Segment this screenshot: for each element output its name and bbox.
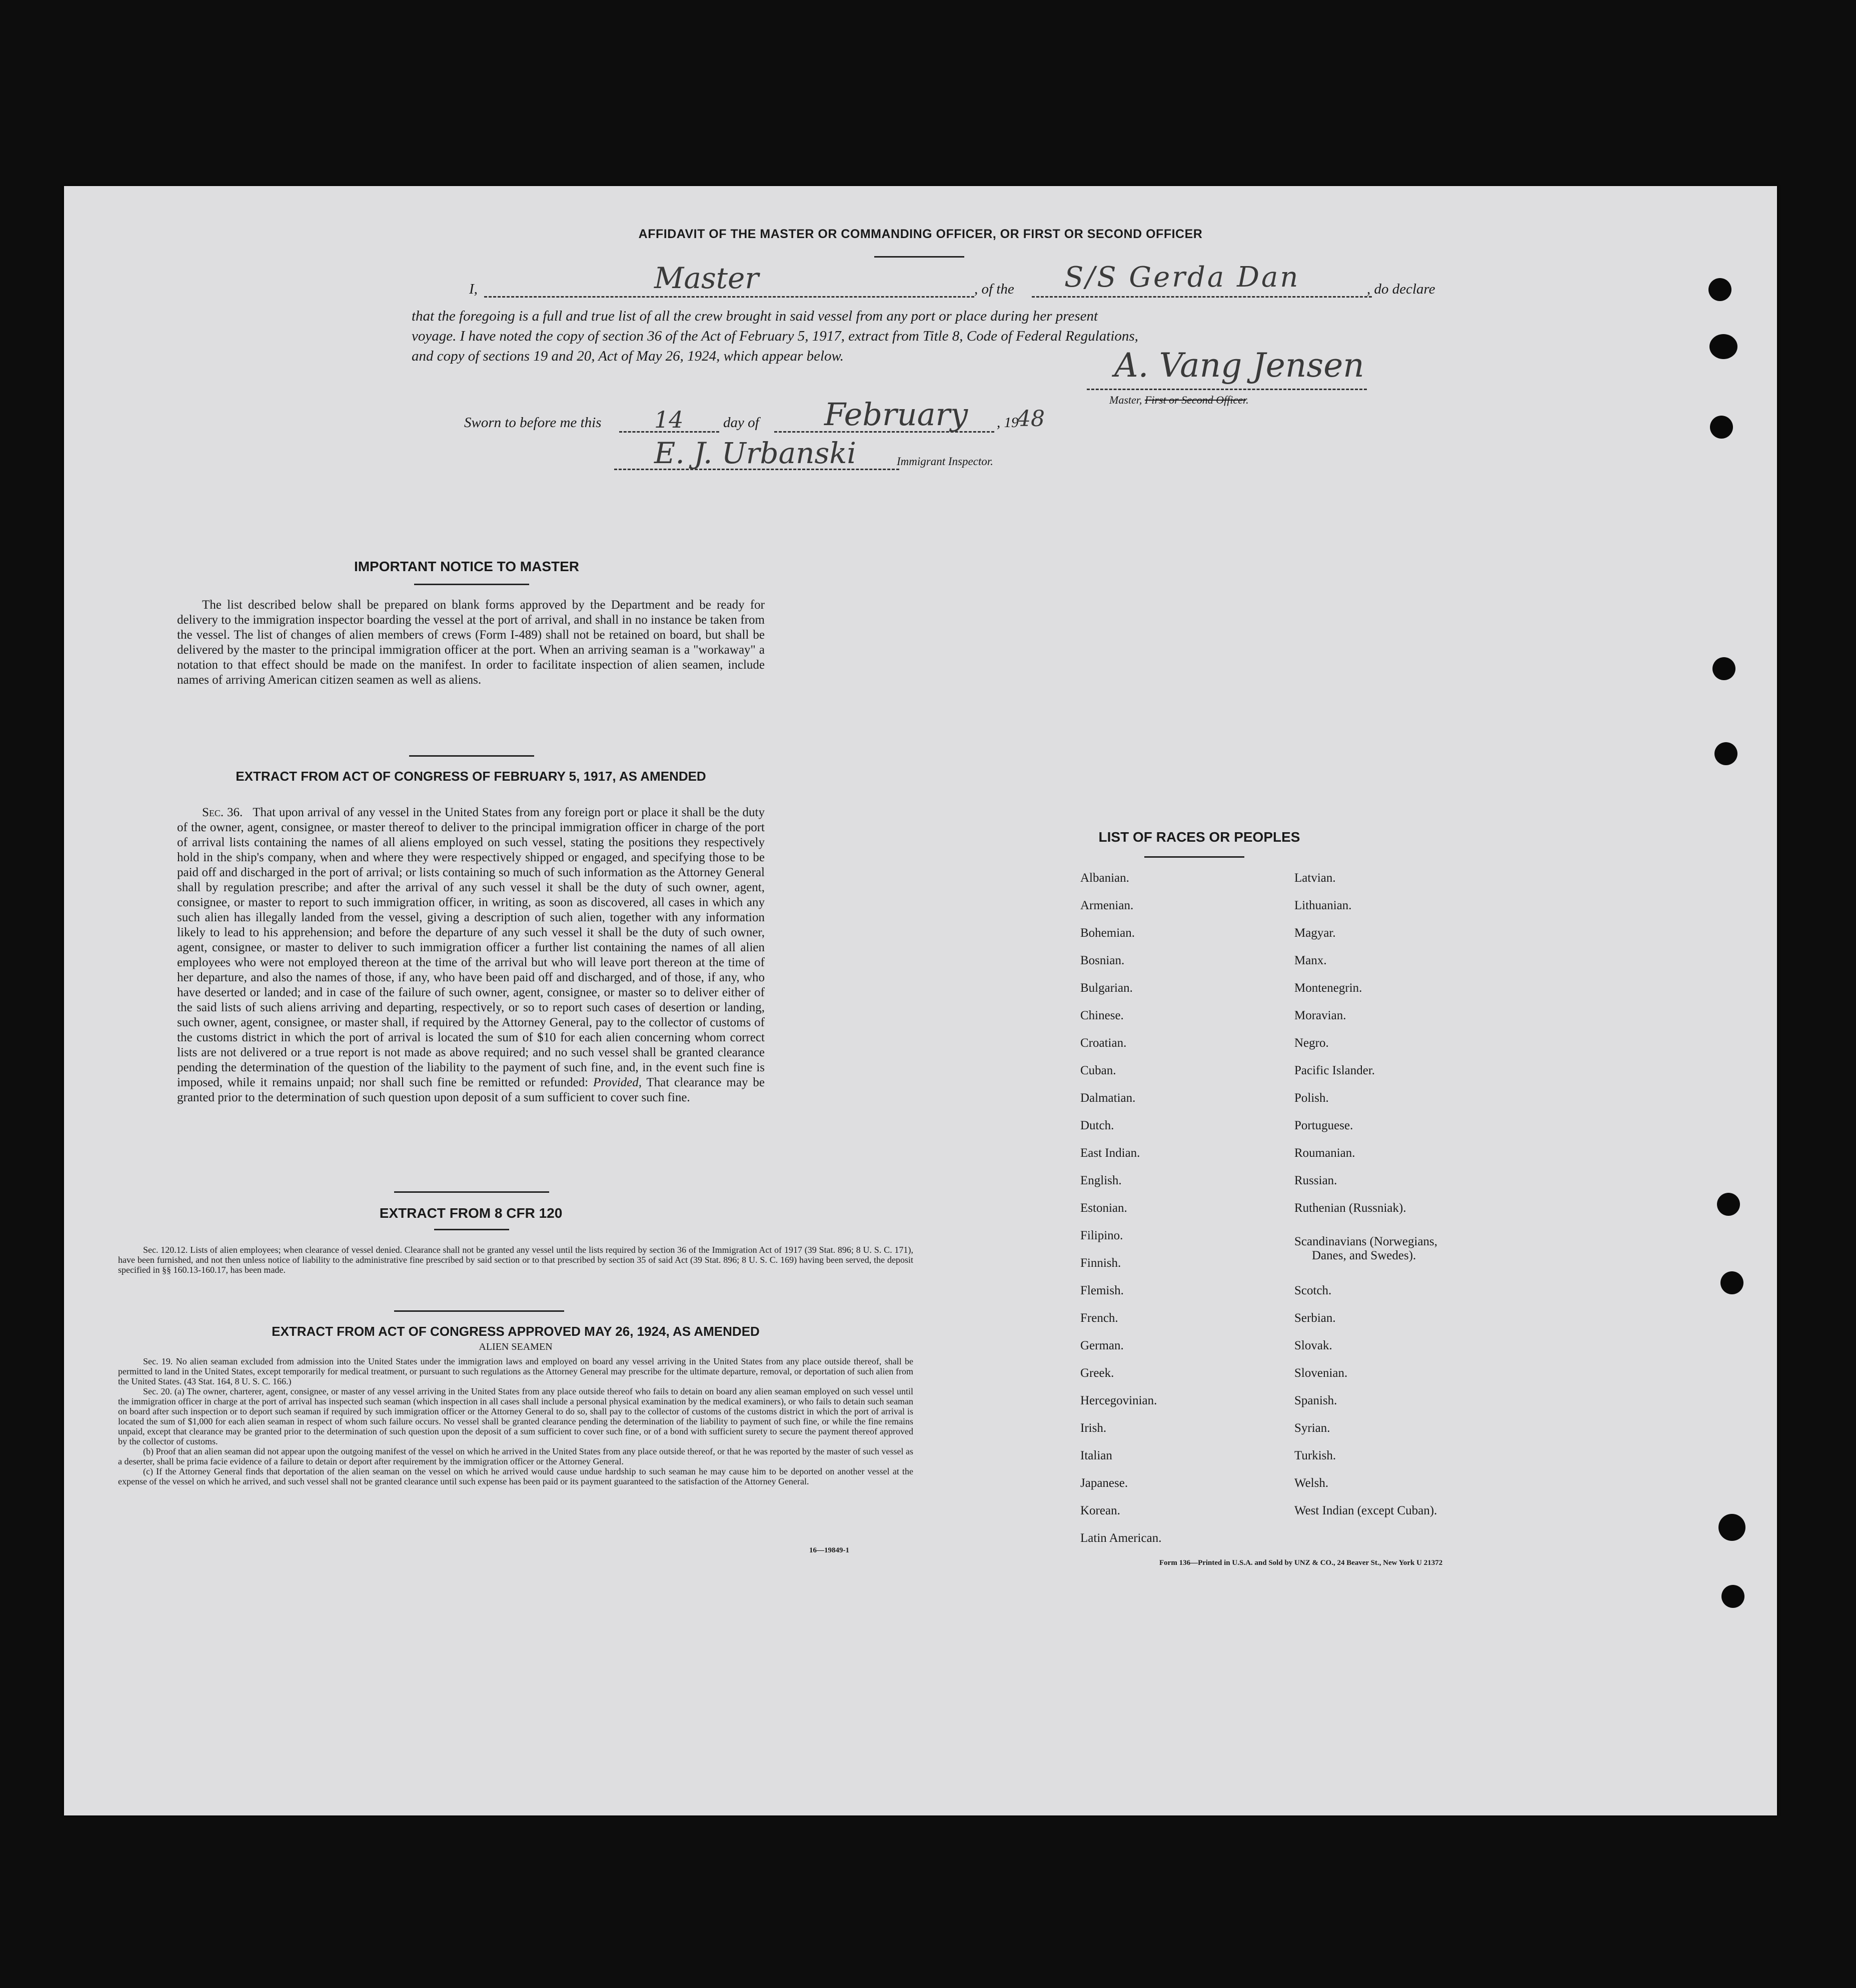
race-item: Portuguese. bbox=[1294, 1119, 1353, 1132]
extract-cfr-title: EXTRACT FROM 8 CFR 120 bbox=[379, 1205, 563, 1221]
race-item: Latin American. bbox=[1080, 1531, 1162, 1545]
race-item: Dutch. bbox=[1080, 1119, 1114, 1132]
race-item: Syrian. bbox=[1294, 1421, 1330, 1435]
inspector-title: Immigrant Inspector. bbox=[897, 455, 993, 468]
race-item: Estonian. bbox=[1080, 1201, 1127, 1215]
race-item: Irish. bbox=[1080, 1421, 1107, 1435]
punch-hole bbox=[1708, 278, 1731, 301]
section-end: That clearance may be granted prior to the determination of such question upon deposit of a sum sufficient to cover such fine. bbox=[177, 1076, 765, 1104]
race-item: Korean. bbox=[1080, 1504, 1120, 1517]
affidavit-line: that the foregoing is a full and true list of all the crew brought in said vessel from any port or place during her present bbox=[412, 308, 1098, 324]
divider bbox=[394, 1191, 549, 1193]
race-item: Armenian. bbox=[1080, 899, 1134, 912]
master-title bbox=[1109, 394, 1249, 407]
race-item: Pacific Islander. bbox=[1294, 1064, 1375, 1077]
notice-text: The list described below shall be prepared on blank forms approved by the Department and be ready for delivery to the immigration inspector boarding the vessel at the port of arrival, and shall in no instance be taken from the vessel. The list of changes of alien members of crews (Form I-489) shall not be retained on board, but shall be delivered by the master to the principal immigration officer at the port. When an arriving seaman is a "workaway" a notation to that effect should be made on the manifest. In order to facilitate inspection of alien seamen, include names of arriving American citizen seamen as well as aliens. bbox=[177, 598, 765, 687]
sworn-month: February bbox=[824, 396, 968, 433]
race-item: Roumanian. bbox=[1294, 1146, 1355, 1160]
provided-label: Provided, bbox=[593, 1076, 642, 1089]
form-code: 16—19849-1 bbox=[809, 1546, 849, 1554]
punch-hole bbox=[1717, 1193, 1740, 1216]
punch-hole bbox=[1721, 1585, 1744, 1608]
punch-hole bbox=[1720, 1271, 1743, 1294]
handwritten-vessel: S/S Gerda Dan bbox=[1064, 261, 1300, 294]
sec20c-text: (c) If the Attorney General finds that deportation of the alien seaman on the vessel on which he arrived would cause undue hardship to such seaman he may cause him to be deported on another vessel at the expense of the vessel on which he arrived, and such vessel shall not be granted clearance until such expense has been paid or its payment guaranteed to the satisfaction of the Attorney General. bbox=[118, 1466, 913, 1486]
punch-hole bbox=[1714, 742, 1737, 765]
races-title: LIST OF RACES OR PEOPLES bbox=[1098, 829, 1300, 845]
race-item: Scotch. bbox=[1294, 1284, 1332, 1297]
race-item: Russian. bbox=[1294, 1174, 1337, 1187]
divider bbox=[414, 584, 529, 585]
race-item: Chinese. bbox=[1080, 1009, 1124, 1022]
master-title-end: . bbox=[1246, 394, 1249, 406]
race-item: Lithuanian. bbox=[1294, 899, 1352, 912]
race-item: Greek. bbox=[1080, 1366, 1114, 1380]
sec19-text: Sec. 19. No alien seaman excluded from admission into the United States under the immigration laws and employed on board any vessel arriving in the United States from any place outside thereof, shall be permitted to land in the United States, except temporarily for medical treatment, or pursuant to such regulations as the Attorney General may prescribe for the ultimate departure, removal, or deportation of such alien from the United States. (43 Stat. 164, 8 U. S. C. 166.) bbox=[118, 1356, 913, 1386]
sworn-year: 48 bbox=[1017, 406, 1045, 432]
race-item: Moravian. bbox=[1294, 1009, 1346, 1022]
extract-1924-subtitle: ALIEN SEAMEN bbox=[479, 1341, 553, 1352]
sec20a-text: Sec. 20. (a) The owner, charterer, agent, consignee, or master of any vessel arriving in the United States from any place outside thereof who fails to detain on board any alien seaman employed on such vessel until the immigration officer in charge at the port of arrival has inspected such seaman (which inspection in all cases shall include a personal physical examination by the medical examiners), or who fails to detain such seaman on board after such inspection or to deport such seaman if required by such immigration officer or the Attorney General to do so, shall pay to the collector of customs of the customs district in which the port of arrival is located the sum of $1,000 for each alien seaman in respect of whom such failure occurs. No vessel shall be granted clearance pending the determination of the liability to payment of such fine, or while the fine remains unpaid, except that clearance may be granted prior to the determination of such question upon the deposit of a sum sufficient to cover such fine, or of a bond with sufficient surety to secure the payment thereof approved by the collector of customs. bbox=[118, 1386, 913, 1446]
notice-title bbox=[154, 559, 779, 575]
race-item: Flemish. bbox=[1080, 1284, 1124, 1297]
race-item: French. bbox=[1080, 1311, 1118, 1325]
race-item: Filipino. bbox=[1080, 1229, 1123, 1242]
race-item: Welsh. bbox=[1294, 1476, 1329, 1490]
race-item: Manx. bbox=[1294, 954, 1327, 967]
race-item: Slovenian. bbox=[1294, 1366, 1348, 1380]
extract-cfr-text: Sec. 120.12. Lists of alien employees; when clearance of vessel denied. Clearance shall not be granted any vessel until the lists required by section 36 of the Immigration Act of 1917 (39 Stat. 896; 8 U. S. C. 171), have been furnished, and not then unless notice of liability to the administrative fine prescribed by said section or to that prescribed by section 35 of said Act (39 Stat. 896; 8 U. S. C. 169) having been served, the deposit specified in §§ 160.13-160.17, has been made. bbox=[118, 1245, 913, 1275]
master-signature: A. Vang Jensen bbox=[1114, 346, 1364, 385]
master-title-part: Master, bbox=[1109, 394, 1142, 406]
handwritten-name: Master bbox=[654, 261, 759, 295]
sworn-label: Sworn to before me this bbox=[464, 415, 602, 431]
punch-hole bbox=[1718, 1514, 1745, 1541]
document-page bbox=[64, 186, 1777, 1815]
race-item: Slovak. bbox=[1294, 1339, 1332, 1352]
race-item: Magyar. bbox=[1294, 926, 1336, 940]
race-item: Bulgarian. bbox=[1080, 981, 1133, 995]
sworn-day: 14 bbox=[654, 406, 684, 433]
section-label: Sec. 36. bbox=[202, 806, 243, 819]
race-item: Japanese. bbox=[1080, 1476, 1128, 1490]
extract-1917-text bbox=[177, 805, 765, 1105]
race-item: Scandinavians (Norwegians, bbox=[1294, 1235, 1438, 1248]
punch-hole bbox=[1712, 657, 1735, 680]
race-item: Albanian. bbox=[1080, 871, 1129, 885]
race-item: Bosnian. bbox=[1080, 954, 1125, 967]
punch-hole bbox=[1710, 416, 1733, 439]
affidavit-line: voyage. I have noted the copy of section 36 of the Act of February 5, 1917, extract from Title 8, Code of Federal Regulations, bbox=[412, 328, 1138, 344]
divider bbox=[409, 755, 534, 757]
race-item: Dalmatian. bbox=[1080, 1091, 1136, 1105]
divider bbox=[874, 256, 964, 258]
extract-1917-title: EXTRACT FROM ACT OF CONGRESS OF FEBRUARY 5, 1917, AS AMENDED bbox=[236, 769, 706, 784]
race-item: East Indian. bbox=[1080, 1146, 1140, 1160]
affidavit-pronoun: I, bbox=[469, 281, 478, 297]
race-item: Polish. bbox=[1294, 1091, 1329, 1105]
punch-hole bbox=[1709, 334, 1737, 359]
printer-footer: Form 136—Printed in U.S.A. and Sold by UNZ & CO., 24 Beaver St., New York U 21372 bbox=[1159, 1559, 1443, 1567]
inspector-signature: E. J. Urbanski bbox=[654, 436, 856, 470]
race-item: Turkish. bbox=[1294, 1449, 1336, 1462]
race-item: Negro. bbox=[1294, 1036, 1329, 1050]
race-item: Montenegrin. bbox=[1294, 981, 1362, 995]
divider bbox=[434, 1229, 509, 1230]
race-item: English. bbox=[1080, 1174, 1122, 1187]
day-of-label: day of bbox=[723, 415, 759, 431]
race-item: Ruthenian (Russniak). bbox=[1294, 1201, 1406, 1215]
extract-1924-body bbox=[118, 1356, 913, 1486]
of-the-label: , of the bbox=[974, 281, 1014, 297]
notice-title-text: IMPORTANT NOTICE TO MASTER bbox=[354, 559, 580, 574]
race-item: Cuban. bbox=[1080, 1064, 1116, 1077]
race-item: Italian bbox=[1080, 1449, 1112, 1462]
divider bbox=[394, 1310, 564, 1312]
race-item: Spanish. bbox=[1294, 1394, 1337, 1407]
race-item: German. bbox=[1080, 1339, 1124, 1352]
affidavit-line: and copy of sections 19 and 20, Act of May 26, 1924, which appear below. bbox=[412, 348, 844, 364]
year-prefix: , 19 bbox=[997, 415, 1019, 431]
declare-label: , do declare bbox=[1367, 281, 1435, 297]
sec20b-text: (b) Proof that an alien seaman did not appear upon the outgoing manifest of the vessel on which he arrived in the United States from any place outside thereof, or that he was reported by the master of such vessel as a deserter, shall be prima facie evidence of a failure to detain or deport after requirement by the immigration officer or the Attorney General. bbox=[118, 1446, 913, 1466]
race-item: Serbian. bbox=[1294, 1311, 1336, 1325]
section-body: That upon arrival of any vessel in the United States from any foreign port or place it shall be the duty of the owner, agent, consignee, or master thereof to deliver to the principal immigration officer in charge of the port of arrival lists containing the names of all aliens employed on such vessel, stating the positions they respectively hold in the ship's company, when and where they were respectively shipped or engaged, and specifying those to be paid off and discharged in the port of arrival; or lists containing so much of such information as the Attorney General shall by regulation prescribe; and after the arrival of any such vessel it shall be the duty of such owner, agent, consignee, or master to report to such immigration officer, in writing, as soon as discovered, all cases in which any such alien has illegally landed from the vessel, giving a description of such alien, together with any information likely to lead to his apprehension; and before the departure of any such vessel it shall be the duty of such owner, agent, consignee, or master to deliver to such immigration officer a further list containing the names of all alien employees who were not employed thereon at the time of the arrival but who will leave port thereon at the time of her departure, and also the names of those, if any, who have been paid off and discharged, and of those, if any, who have deserted or landed; and in case of the failure of such owner, agent, consignee, or master so to deliver either of the said lists of such aliens arriving and departing, respectively, or so to report such cases of desertion or landing, such owner, agent, consignee, or master shall, if required by the Attorney General, pay to the collector of customs of the customs district in which the port of arrival is located the sum of $10 for each alien concerning whom correct lists are not delivered or a true report is not made as above required; and no such vessel shall be granted clearance pending the determination of the question of the liability to the payment of such fine, and, in the event such fine is imposed, while it remains unpaid; nor shall such fine be remitted or refunded: bbox=[177, 806, 765, 1089]
race-item: Bohemian. bbox=[1080, 926, 1135, 940]
race-item: Croatian. bbox=[1080, 1036, 1127, 1050]
race-item: Danes, and Swedes). bbox=[1312, 1249, 1416, 1262]
struck-title: First or Second Officer bbox=[1144, 394, 1246, 406]
race-item: Hercegovinian. bbox=[1080, 1394, 1157, 1407]
race-item: West Indian (except Cuban). bbox=[1294, 1504, 1437, 1517]
divider bbox=[1144, 856, 1244, 858]
extract-1924-title: EXTRACT FROM ACT OF CONGRESS APPROVED MAY 26, 1924, AS AMENDED bbox=[272, 1324, 760, 1339]
race-item: Latvian. bbox=[1294, 871, 1336, 885]
race-item: Finnish. bbox=[1080, 1256, 1121, 1270]
affidavit-title: AFFIDAVIT OF THE MASTER OR COMMANDING OFFICER, OR FIRST OR SECOND OFFICER bbox=[638, 227, 1203, 241]
